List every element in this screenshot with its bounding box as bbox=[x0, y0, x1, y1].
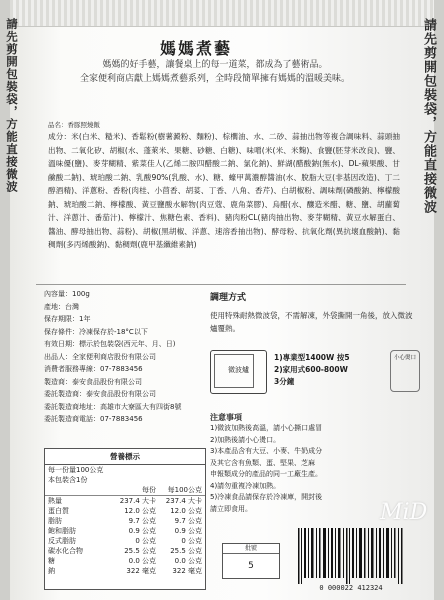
nutrition-row: 糖 0.0 公克 0.0 公克 bbox=[48, 557, 202, 565]
microwave-door-icon bbox=[214, 354, 254, 388]
intro-text bbox=[50, 58, 380, 86]
batch-value: 5 bbox=[248, 561, 254, 571]
nutrition-header: 每份 每100公克 bbox=[45, 485, 205, 496]
side-instruction-right: 請先剪開包裝袋，方能直接微波 bbox=[421, 18, 436, 214]
signature-watermark: MiD bbox=[380, 500, 428, 525]
note-line: 4)請勿重複冷凍加熱。 bbox=[210, 481, 281, 490]
ingredients-list: 成分：米(白米、糙米)、香鬆粉(樹薯澱粉、麵粉)、棕櫚油、水、二砂、蒜抽出物等複合調味料、蒜頭抽出物、二氧化矽、胡椒(水、蓬萊米、果糖、砂糖、白糖)、味噌(米(米、米麴)、食鹽(胚芽米改良)、鹽、溫味優(鹽)、麥芽糊精、紫菜佳人(乙烯二胺四醋酸二鈉、氯化鈉)、鮮湖(醋酸鈉(無水)、DL-蘋果酸、甘鹼酸二鈉)、琥珀酸二鈉、乳酸90%(乳酸、水)、糖、蠔甲萬濃醇醬油(水、脫脂大豆(非基因改造)、丁二醇酒精)、洋蔥粉、香粉(肉桂、小茴香、胡荽、丁香、八角、香芹)、白胡椒粉、調味劑(磷酸鈉、檸檬酸鈉、琥珀酸二鈉、檸檬酸、黃豆鹽酸水解物(肉豆蔻、鹿角菜膠)、烏醋(水、釀造米醋、糖、鹽、胡蘿蔔汁、洋蔥汁、番茄汁)、檸檬汁、焦糖色素、香料)、豬肉粉CL(豬肉抽出物、麥芽糊精、黃豆水解蛋白、醬油、酵母抽出物、蒜粉)、胡椒(黑胡椒、洋蔥、速溶香抽出物)、酵母粉、抗氧化劑(異抗壞血酸鈉)、黏稠劑(多丙烯酸鈉)、黏稠劑(鹿甲基纖維素鈉) bbox=[48, 132, 400, 249]
divider bbox=[36, 284, 406, 285]
note-line: 5)冷凍食品請保存於冷凍庫，開封後 bbox=[210, 493, 323, 501]
intro-line: 媽媽的好手藝，讓餐桌上的每一道菜，都成為了藝術品。 bbox=[102, 60, 328, 70]
serving-size: 每一份量100公克 bbox=[48, 466, 104, 474]
caution-icon bbox=[390, 350, 420, 392]
info-line: 出品人：全家便利商店股份有限公司 bbox=[44, 352, 156, 361]
nutrition-row: 蛋白質 12.0 公克 12.0 公克 bbox=[48, 507, 202, 515]
side-instruction-left: 請先剪開包裝袋，方能直接微波 bbox=[5, 18, 19, 193]
nutrition-row: 碳水化合物 25.5 公克 25.5 公克 bbox=[48, 547, 202, 555]
heating-step: 2)家用式600-800W bbox=[274, 365, 348, 374]
info-line: 消費者服務專線：07-7883456 bbox=[44, 365, 143, 373]
info-line: 內容量：100g bbox=[44, 290, 90, 298]
batch-box bbox=[222, 543, 280, 579]
info-line: 委託製造商電話：07-7883456 bbox=[44, 415, 143, 423]
info-line: 委託製造商地址：高雄市大寮區大有四街8號 bbox=[44, 402, 182, 411]
cooking-desc: 使用特殊耐熱微波袋，不需解凍，外袋撕開一角後，放入微波爐覆熱。 bbox=[210, 311, 413, 333]
note-line: 2)加熱後請小心燙口。 bbox=[210, 435, 281, 444]
servings-per-pack: 本包裝含1份 bbox=[48, 476, 88, 484]
info-line: 產地：台灣 bbox=[44, 302, 79, 311]
cooking-title: 調理方式 bbox=[210, 293, 247, 303]
heating-step: 1)專業型1400W 按5 bbox=[274, 353, 350, 362]
intro-line: 全家便利商店獻上媽媽煮藝系列，全時段簡單擁有媽媽的溫暖美味。 bbox=[79, 74, 350, 84]
info-line: 保存期限：1年 bbox=[44, 315, 91, 323]
info-line: 製造商：泰安食品股份有限公司 bbox=[44, 377, 142, 386]
nutrition-row: 飽和脂肪 0.9 公克 0.9 公克 bbox=[48, 527, 202, 535]
nutrition-row: 鈉 322 毫克 322 毫克 bbox=[48, 567, 202, 575]
note-line: 1)微波加熱後高溫，請小心撕口處冒 bbox=[210, 424, 323, 432]
barcode-number: 0 000022 412324 bbox=[319, 584, 383, 592]
package-back bbox=[5, 0, 436, 600]
nutrition-table bbox=[44, 448, 206, 590]
note-line: 申報類成分的產品的同一工廠生產。 bbox=[210, 470, 322, 478]
heating-step: 3分鐘 bbox=[274, 377, 295, 386]
nutrition-row: 熱量 237.4 大卡 237.4 大卡 bbox=[48, 497, 202, 505]
product-info bbox=[44, 288, 204, 426]
batch-label: 批號 bbox=[223, 544, 279, 554]
notes-title: 注意事項 bbox=[210, 413, 242, 422]
cooking-instructions bbox=[210, 290, 415, 335]
info-line: 保存條件：冷凍保存於-18°C以下 bbox=[44, 327, 148, 336]
nutrition-row: 反式脂肪 0 公克 0 公克 bbox=[48, 537, 202, 545]
nutrition-title: 營養標示 bbox=[45, 449, 205, 465]
microwave-icon bbox=[210, 350, 267, 394]
info-line: 委託製造商：泰安食品股份有限公司 bbox=[44, 390, 156, 398]
info-line: 有效日期：標示於包裝袋(西元年、月、日) bbox=[44, 340, 176, 348]
barcode-icon bbox=[296, 528, 406, 584]
nutrition-row: 脂肪 9.7 公克 9.7 公克 bbox=[48, 517, 202, 525]
brand-title: 媽媽煮藝 bbox=[160, 39, 233, 58]
heating-steps bbox=[274, 352, 350, 388]
microwave-label: 微波爐 bbox=[228, 366, 249, 374]
product-name: 品名：香豚照燒飯 bbox=[48, 121, 100, 129]
note-line: 請立即食用。 bbox=[210, 504, 252, 513]
heat-seal bbox=[10, 0, 434, 27]
note-line: 及其它含有魚類、蛋、堅果、芝麻 bbox=[210, 458, 315, 467]
caution-label: 小心燙口 bbox=[393, 355, 416, 361]
note-line: 3)本產品含有大豆、小麥、牛奶成分 bbox=[210, 447, 323, 455]
